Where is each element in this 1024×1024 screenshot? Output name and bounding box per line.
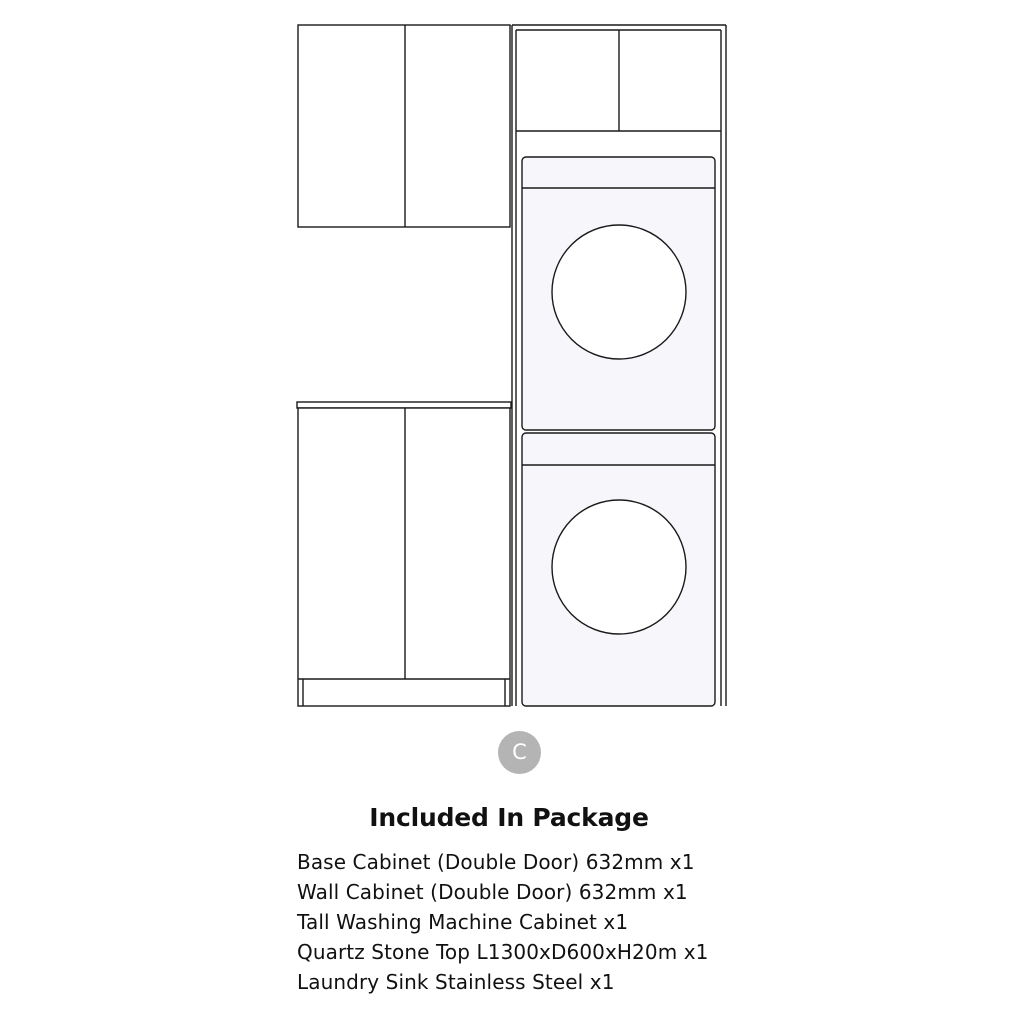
wall-cabinet [298, 25, 510, 227]
package-heading: Included In Package [369, 803, 649, 832]
dryer [522, 157, 715, 430]
washing-machine [522, 433, 715, 706]
stone-top [297, 402, 511, 408]
package-item-list [297, 847, 709, 997]
dryer-door [552, 225, 686, 359]
wall-cabinet-body [298, 25, 510, 227]
washing-machine-door [552, 500, 686, 634]
variant-badge: C [498, 731, 541, 774]
package-item: Base Cabinet (Double Door) 632mm x1 [297, 850, 695, 874]
base-cabinet [297, 402, 511, 706]
package-item: Quartz Stone Top L1300xD600xH20m x1 [297, 940, 709, 964]
base-cabinet-body [298, 408, 510, 706]
package-item: Wall Cabinet (Double Door) 632mm x1 [297, 880, 688, 904]
package-item: Tall Washing Machine Cabinet x1 [297, 910, 629, 934]
package-item: Laundry Sink Stainless Steel x1 [297, 970, 615, 994]
tall-washing-machine-cabinet [512, 25, 726, 706]
